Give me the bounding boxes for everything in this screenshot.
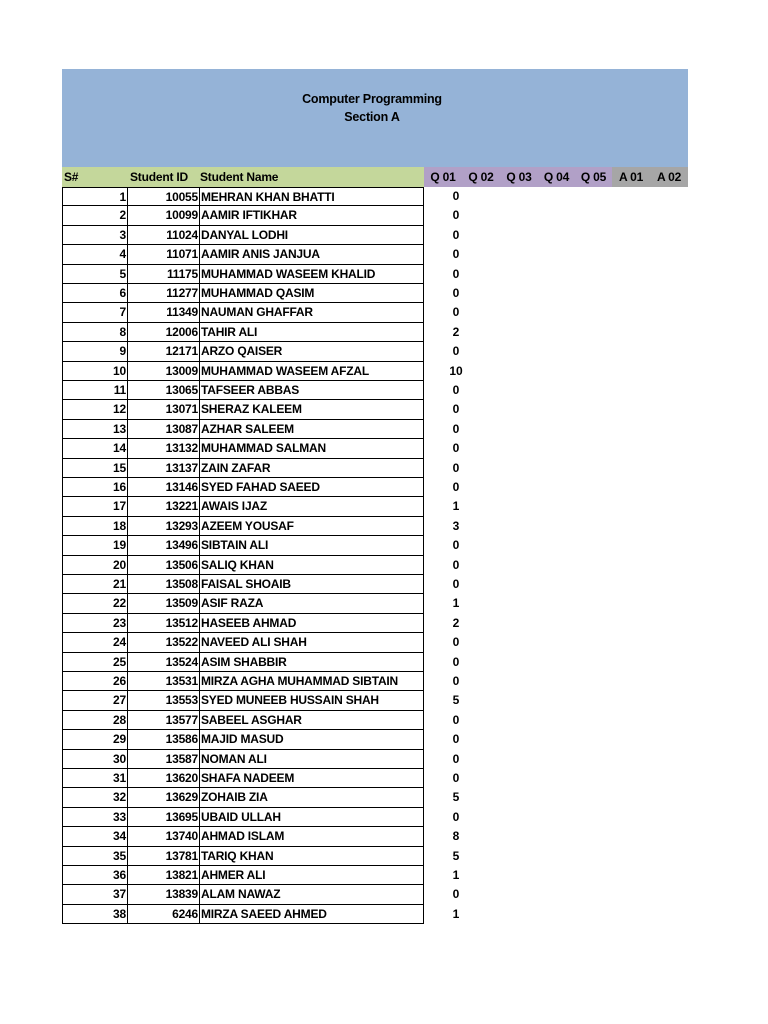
student-name-cell[interactable]: AWAIS IJAZ: [199, 497, 424, 516]
table-row: [62, 497, 688, 516]
student-name-cell[interactable]: AAMIR ANIS JANJUA: [199, 245, 424, 264]
table-row: [62, 769, 688, 788]
q01-score-cell[interactable]: 0: [452, 208, 460, 223]
student-id-cell[interactable]: 13065: [127, 381, 199, 400]
q01-score-cell[interactable]: 5: [452, 848, 460, 863]
student-id-cell[interactable]: 13506: [127, 556, 199, 575]
q01-score-cell[interactable]: 0: [452, 809, 460, 824]
student-name-cell[interactable]: NOMAN ALI: [199, 750, 424, 769]
serial-number-cell[interactable]: 22: [62, 594, 127, 613]
q01-score-cell[interactable]: 0: [452, 247, 460, 262]
student-name-cell[interactable]: MUHAMMAD QASIM: [199, 284, 424, 303]
student-name-cell[interactable]: FAISAL SHOAIB: [199, 575, 424, 594]
serial-number-cell[interactable]: 32: [62, 788, 127, 807]
student-id-cell[interactable]: 13071: [127, 400, 199, 419]
table-row: [62, 459, 688, 478]
table-row: [62, 362, 688, 381]
table-row: [62, 905, 688, 924]
q01-score-cell[interactable]: 0: [452, 557, 460, 572]
q01-score-cell[interactable]: 0: [452, 383, 460, 397]
serial-number-cell[interactable]: 1: [62, 187, 127, 206]
serial-number-cell[interactable]: 30: [62, 750, 127, 769]
student-name-cell[interactable]: AHMER ALI: [199, 866, 424, 885]
header-student-id[interactable]: Student ID: [127, 167, 199, 187]
q01-score-cell[interactable]: 0: [452, 480, 460, 494]
serial-number-cell[interactable]: 33: [62, 808, 127, 827]
title-banner: [62, 69, 688, 167]
serial-number-cell[interactable]: 8: [62, 323, 127, 342]
q01-score-cell[interactable]: 0: [452, 771, 460, 785]
table-row: [62, 556, 688, 575]
student-name-cell[interactable]: MUHAMMAD WASEEM KHALID: [199, 265, 424, 284]
student-name-cell[interactable]: ALAM NAWAZ: [199, 885, 424, 904]
course-title: Computer Programming: [302, 92, 442, 106]
student-id-cell[interactable]: 13839: [127, 885, 199, 904]
serial-number-cell[interactable]: 14: [62, 439, 127, 458]
student-id-cell[interactable]: 13821: [127, 866, 199, 885]
student-id-cell[interactable]: 13512: [127, 614, 199, 633]
table-row: [62, 691, 688, 710]
q01-score-cell[interactable]: 0: [452, 344, 460, 359]
q01-score-cell[interactable]: 0: [452, 266, 460, 281]
student-name-cell[interactable]: MAJID MASUD: [199, 730, 424, 749]
student-id-cell[interactable]: 11175: [127, 265, 199, 284]
table-row: [62, 847, 688, 866]
q01-score-cell[interactable]: 0: [452, 538, 460, 553]
q01-score-cell[interactable]: 0: [452, 654, 460, 669]
student-name-cell[interactable]: MEHRAN KHAN BHATTI: [199, 187, 424, 206]
student-id-cell[interactable]: 13531: [127, 672, 199, 691]
header-a02[interactable]: A 02: [650, 167, 688, 187]
student-name-cell[interactable]: ASIM SHABBIR: [199, 653, 424, 672]
header-q03[interactable]: Q 03: [500, 167, 538, 187]
student-name-cell[interactable]: MUHAMMAD WASEEM AFZAL: [199, 362, 424, 381]
student-id-cell[interactable]: 13695: [127, 808, 199, 827]
q01-score-cell[interactable]: 8: [452, 829, 460, 844]
student-name-cell[interactable]: ZAIN ZAFAR: [199, 459, 424, 478]
table-row: [62, 594, 688, 613]
q01-score-cell[interactable]: 2: [452, 615, 460, 630]
student-id-cell[interactable]: 11349: [127, 303, 199, 322]
student-name-cell[interactable]: AHMAD ISLAM: [199, 827, 424, 846]
serial-number-cell[interactable]: 37: [62, 885, 127, 904]
student-name-cell[interactable]: ASIF RAZA: [199, 594, 424, 613]
q01-score-cell[interactable]: 1: [452, 596, 460, 611]
header-q02[interactable]: Q 02: [462, 167, 500, 187]
serial-number-cell[interactable]: 24: [62, 633, 127, 652]
student-name-cell[interactable]: AZHAR SALEEM: [199, 420, 424, 439]
table-row: [62, 439, 688, 458]
table-row: [62, 420, 688, 439]
q01-score-cell[interactable]: 0: [452, 305, 460, 320]
student-id-cell[interactable]: 13146: [127, 478, 199, 497]
q01-score-cell[interactable]: 0: [452, 441, 460, 456]
serial-number-cell[interactable]: 38: [62, 905, 127, 924]
table-row: [62, 808, 688, 827]
student-name-cell[interactable]: SIBTAIN ALI: [199, 536, 424, 555]
q01-score-cell[interactable]: 3: [452, 518, 460, 533]
student-name-cell[interactable]: TARIQ KHAN: [199, 847, 424, 866]
q01-score-cell[interactable]: 0: [452, 189, 460, 203]
serial-number-cell[interactable]: 28: [62, 711, 127, 730]
student-id-cell[interactable]: 10055: [127, 187, 199, 206]
q01-score-cell[interactable]: 0: [452, 402, 460, 417]
header-a01[interactable]: A 01: [612, 167, 650, 187]
student-name-cell[interactable]: SYED MUNEEB HUSSAIN SHAH: [199, 691, 424, 710]
serial-number-cell[interactable]: 15: [62, 459, 127, 478]
serial-number-cell[interactable]: 10: [62, 362, 127, 381]
student-name-cell[interactable]: SHERAZ KALEEM: [199, 400, 424, 419]
table-row: [62, 323, 688, 342]
serial-number-cell[interactable]: 23: [62, 614, 127, 633]
serial-number-cell[interactable]: 21: [62, 575, 127, 594]
q01-score-cell[interactable]: 0: [452, 732, 460, 747]
header-sn[interactable]: S#: [62, 167, 127, 187]
student-id-cell[interactable]: 10099: [127, 206, 199, 225]
serial-number-cell[interactable]: 27: [62, 691, 127, 710]
q01-score-cell[interactable]: 0: [452, 227, 460, 242]
serial-number-cell[interactable]: 18: [62, 517, 127, 536]
student-id-cell[interactable]: 13496: [127, 536, 199, 555]
student-name-cell[interactable]: NAVEED ALI SHAH: [199, 633, 424, 652]
table-row: [62, 381, 688, 400]
q01-score-cell[interactable]: 0: [452, 674, 460, 688]
student-name-cell[interactable]: ZOHAIB ZIA: [199, 788, 424, 807]
table-row: [62, 827, 688, 846]
student-id-cell[interactable]: 13087: [127, 420, 199, 439]
table-row: [62, 206, 688, 225]
table-row: [62, 788, 688, 807]
serial-number-cell[interactable]: 31: [62, 769, 127, 788]
q01-score-cell[interactable]: 10: [449, 363, 463, 378]
header-q01[interactable]: Q 01: [424, 167, 462, 187]
table-row: [62, 633, 688, 652]
table-row: [62, 730, 688, 749]
section-title: Section A: [344, 110, 400, 124]
header-q04[interactable]: Q 04: [538, 167, 575, 187]
q01-score-cell[interactable]: 1: [452, 499, 460, 514]
serial-number-cell[interactable]: 9: [62, 342, 127, 361]
student-name-cell[interactable]: TAFSEER ABBAS: [199, 381, 424, 400]
student-name-cell[interactable]: MIRZA AGHA MUHAMMAD SIBTAIN: [199, 672, 424, 691]
table-row: [62, 885, 688, 904]
table-row: [62, 400, 688, 419]
student-id-cell[interactable]: 13586: [127, 730, 199, 749]
serial-number-cell[interactable]: 17: [62, 497, 127, 516]
student-id-cell[interactable]: 13781: [127, 847, 199, 866]
q01-score-cell[interactable]: 0: [452, 712, 460, 727]
column-header-row: [62, 167, 688, 187]
header-student-name[interactable]: Student Name: [199, 167, 424, 187]
serial-number-cell[interactable]: 7: [62, 303, 127, 322]
table-row: [62, 342, 688, 361]
table-row: [62, 265, 688, 284]
serial-number-cell[interactable]: 20: [62, 556, 127, 575]
student-name-cell[interactable]: UBAID ULLAH: [199, 808, 424, 827]
student-id-cell[interactable]: 11024: [127, 226, 199, 245]
serial-number-cell[interactable]: 16: [62, 478, 127, 497]
student-name-cell[interactable]: MUHAMMAD SALMAN: [199, 439, 424, 458]
student-name-cell[interactable]: MIRZA SAEED AHMED: [199, 905, 424, 924]
q01-score-cell[interactable]: 1: [452, 906, 460, 921]
q01-score-cell[interactable]: 0: [452, 887, 460, 902]
student-id-cell[interactable]: 13587: [127, 750, 199, 769]
q01-score-cell[interactable]: 2: [452, 324, 460, 339]
table-row: [62, 478, 688, 497]
table-row: [62, 672, 688, 691]
table-row: [62, 575, 688, 594]
student-id-cell[interactable]: 13509: [127, 594, 199, 613]
student-id-cell[interactable]: 13221: [127, 497, 199, 516]
student-id-cell[interactable]: 13132: [127, 439, 199, 458]
student-id-cell[interactable]: 12006: [127, 323, 199, 342]
serial-number-cell[interactable]: 36: [62, 866, 127, 885]
table-row: [62, 303, 688, 322]
table-row: [62, 187, 688, 206]
table-row: [62, 750, 688, 769]
student-id-cell[interactable]: 13577: [127, 711, 199, 730]
student-id-cell[interactable]: 12171: [127, 342, 199, 361]
student-id-cell[interactable]: 13137: [127, 459, 199, 478]
table-row: [62, 653, 688, 672]
table-row: [62, 226, 688, 245]
student-name-cell[interactable]: AAMIR IFTIKHAR: [199, 206, 424, 225]
serial-number-cell[interactable]: 6: [62, 284, 127, 303]
table-row: [62, 245, 688, 264]
table-row: [62, 284, 688, 303]
student-id-cell[interactable]: 13508: [127, 575, 199, 594]
serial-number-cell[interactable]: 35: [62, 847, 127, 866]
student-id-cell[interactable]: 11277: [127, 284, 199, 303]
student-id-cell[interactable]: 13629: [127, 788, 199, 807]
table-row: [62, 536, 688, 555]
student-name-cell[interactable]: SHAFA NADEEM: [199, 769, 424, 788]
q01-score-cell[interactable]: 0: [452, 751, 460, 766]
table-row: [62, 866, 688, 885]
serial-number-cell[interactable]: 5: [62, 265, 127, 284]
student-id-cell[interactable]: 13740: [127, 827, 199, 846]
serial-number-cell[interactable]: 12: [62, 400, 127, 419]
q01-score-cell[interactable]: 0: [452, 286, 460, 300]
q01-score-cell[interactable]: 0: [452, 635, 460, 650]
q01-score-cell[interactable]: 1: [452, 868, 460, 882]
serial-number-cell[interactable]: 11: [62, 381, 127, 400]
student-id-cell[interactable]: 13293: [127, 517, 199, 536]
student-id-cell[interactable]: 13553: [127, 691, 199, 710]
q01-score-cell[interactable]: 0: [452, 577, 460, 591]
q01-score-cell[interactable]: 5: [452, 693, 460, 708]
student-id-cell[interactable]: 13009: [127, 362, 199, 381]
q01-score-cell[interactable]: 0: [452, 421, 460, 436]
serial-number-cell[interactable]: 26: [62, 672, 127, 691]
table-row: [62, 711, 688, 730]
table-row: [62, 517, 688, 536]
student-name-cell[interactable]: NAUMAN GHAFFAR: [199, 303, 424, 322]
serial-number-cell[interactable]: 13: [62, 420, 127, 439]
student-name-cell[interactable]: AZEEM YOUSAF: [199, 517, 424, 536]
header-q05[interactable]: Q 05: [575, 167, 612, 187]
q01-score-cell[interactable]: 0: [452, 460, 460, 475]
serial-number-cell[interactable]: 2: [62, 206, 127, 225]
student-name-cell[interactable]: ARZO QAISER: [199, 342, 424, 361]
student-name-cell[interactable]: SALIQ KHAN: [199, 556, 424, 575]
serial-number-cell[interactable]: 29: [62, 730, 127, 749]
student-name-cell[interactable]: DANYAL LODHI: [199, 226, 424, 245]
serial-number-cell[interactable]: 19: [62, 536, 127, 555]
student-id-cell[interactable]: 6246: [127, 905, 199, 924]
student-id-cell[interactable]: 13620: [127, 769, 199, 788]
student-id-cell[interactable]: 11071: [127, 245, 199, 264]
student-name-cell[interactable]: SABEEL ASGHAR: [199, 711, 424, 730]
serial-number-cell[interactable]: 3: [62, 226, 127, 245]
serial-number-cell[interactable]: 25: [62, 653, 127, 672]
table-row: [62, 614, 688, 633]
q01-score-cell[interactable]: 5: [452, 790, 460, 805]
student-id-cell[interactable]: 13524: [127, 653, 199, 672]
student-name-cell[interactable]: SYED FAHAD SAEED: [199, 478, 424, 497]
serial-number-cell[interactable]: 34: [62, 827, 127, 846]
serial-number-cell[interactable]: 4: [62, 245, 127, 264]
student-id-cell[interactable]: 13522: [127, 633, 199, 652]
student-name-cell[interactable]: TAHIR ALI: [199, 323, 424, 342]
student-name-cell[interactable]: HASEEB AHMAD: [199, 614, 424, 633]
